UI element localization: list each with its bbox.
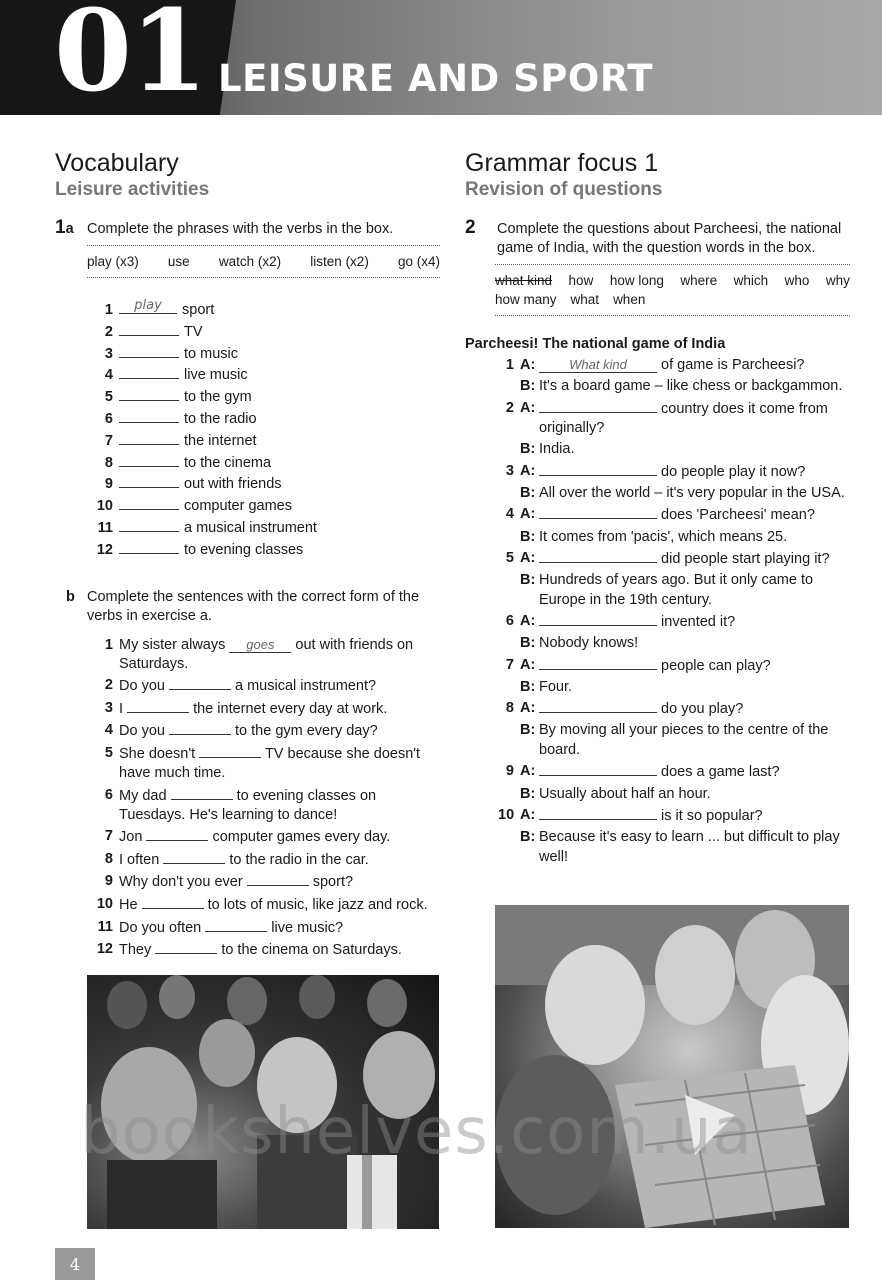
sentence-text — [119, 827, 440, 847]
sentence-text — [119, 676, 440, 696]
sentence-text — [119, 895, 440, 915]
question-line — [465, 549, 850, 570]
item-number: 4 — [505, 506, 514, 523]
sentence-after: computer games every day. — [212, 829, 391, 846]
item-number: 10 — [498, 806, 515, 823]
item-number: 7 — [104, 432, 113, 449]
speaker-a: A: — [520, 806, 536, 823]
phrase-item — [95, 474, 440, 496]
watermark: bookshelves.com.ua — [80, 1095, 753, 1169]
answer-blank[interactable] — [539, 612, 657, 626]
item-number: 8 — [505, 700, 514, 717]
speaker-b: B: — [520, 528, 536, 545]
answer-blank[interactable] — [163, 850, 225, 864]
speaker-b: B: — [520, 635, 536, 652]
item-number: 9 — [104, 476, 113, 493]
item-number: 12 — [96, 541, 113, 558]
phrase-text: computer games — [184, 498, 292, 515]
question-rest: country does it come from originally? — [539, 400, 828, 437]
box-word: play (x3) — [87, 254, 139, 269]
answer-line — [465, 785, 850, 805]
item-number: 1 — [104, 636, 113, 653]
speaker-b: B: — [520, 441, 536, 458]
sentence-before: My sister always — [119, 636, 226, 653]
sentence-item — [95, 786, 440, 825]
answer-text: Usually about half an hour. — [539, 785, 711, 802]
answer-line — [465, 828, 850, 867]
sentence-after: to lots of music, like jazz and rock. — [207, 896, 428, 913]
box-word: which — [733, 273, 769, 288]
parcheesi-players-photo — [495, 905, 849, 1228]
box-word: what kind — [495, 273, 553, 288]
box-word: how long — [609, 273, 664, 288]
answer-line — [465, 440, 850, 460]
sentence-item — [95, 676, 440, 696]
answer-blank[interactable] — [155, 940, 217, 954]
sentence-before: Do you often — [119, 919, 202, 936]
phrase-item — [95, 496, 440, 518]
answer-line — [465, 377, 850, 397]
box-word: when — [613, 292, 646, 307]
sentence-before: They — [119, 942, 152, 959]
sentence-before: She doesn't — [119, 745, 196, 762]
item-number: 6 — [104, 786, 113, 803]
sentence-after: to the cinema on Saturdays. — [221, 942, 402, 959]
sentence-item — [95, 827, 440, 847]
answer-blank[interactable] — [127, 699, 189, 713]
question-line — [465, 505, 850, 526]
question-rest: of game is Parcheesi? — [661, 357, 805, 373]
question-line — [465, 399, 850, 439]
answer-text: India. — [539, 441, 575, 458]
box-word: listen (x2) — [310, 254, 369, 269]
question-text — [539, 399, 850, 439]
phrase-text: sport — [182, 302, 215, 318]
answer-blank[interactable] — [205, 918, 267, 932]
question-word-box — [495, 264, 850, 316]
speaker-b: B: — [520, 785, 536, 802]
sentence-before: Why don't you ever — [119, 874, 243, 891]
answer-blank[interactable] — [539, 399, 657, 413]
sentence-text — [119, 872, 440, 892]
speaker-a: A: — [520, 656, 536, 673]
speaker-a: A: — [520, 399, 536, 416]
answer-blank[interactable] — [119, 431, 179, 445]
phrase-text: to the cinema — [184, 454, 272, 471]
question-line — [465, 656, 850, 677]
box-word: why — [825, 273, 850, 288]
answer-blank[interactable] — [169, 721, 231, 735]
reading-title: Parcheesi! The national game of India — [465, 336, 726, 352]
sentence-after: a musical instrument? — [235, 678, 377, 695]
speaker-a: A: — [520, 506, 536, 523]
answer-line — [465, 571, 850, 610]
answer-text: Hundreds of years ago. But it only came to Europe in the 19th century. — [539, 572, 814, 608]
exercise-number: 2 — [465, 217, 476, 238]
answer-blank[interactable] — [119, 344, 179, 358]
item-number: 3 — [104, 345, 113, 362]
phrase-text: out with friends — [184, 476, 282, 493]
speaker-b: B: — [520, 572, 536, 589]
question-rest: does a game last? — [661, 764, 780, 781]
sentence-after: live music? — [271, 919, 344, 936]
question-rest: people can play? — [661, 657, 771, 674]
item-number: 6 — [104, 410, 113, 427]
question-line — [465, 612, 850, 633]
answer-blank[interactable] — [539, 656, 657, 670]
exercise-letter: b — [66, 588, 75, 605]
speaker-b: B: — [520, 484, 536, 501]
exercise-2-instruction: 2 Complete the questions about Parcheesi, the national game of India, with the question words in the box. — [465, 217, 842, 256]
question-text — [539, 505, 850, 526]
answer-blank[interactable] — [539, 505, 657, 519]
answer-blank[interactable] — [146, 827, 208, 841]
item-number: 4 — [104, 722, 113, 739]
item-number: 2 — [104, 323, 113, 340]
speaker-a: A: — [520, 700, 536, 717]
item-number: 11 — [97, 918, 113, 935]
answer-text: It comes from 'pacis', which means 25. — [539, 528, 788, 545]
sentence-text — [119, 918, 440, 938]
answer-blank[interactable] — [142, 895, 204, 909]
question-rest: invented it? — [661, 613, 736, 630]
phrase-item — [95, 540, 440, 562]
item-number: 3 — [104, 699, 113, 716]
sentence-item — [95, 872, 440, 892]
sentence-before: I — [119, 700, 124, 717]
sentence-before: I often — [119, 851, 160, 868]
speaker-b: B: — [520, 722, 536, 739]
item-number: 10 — [96, 895, 113, 912]
speaker-a: A: — [520, 462, 536, 479]
sentence-after: TV because she doesn't have much time. — [119, 745, 421, 781]
sentence-before: Do you — [119, 678, 165, 695]
question-line — [465, 356, 850, 376]
answer-blank[interactable] — [119, 365, 179, 379]
answer-text: By moving all your pieces to the centre of the board. — [539, 722, 829, 758]
sentence-before: He — [119, 896, 138, 913]
sentence-item — [95, 895, 440, 915]
sentence-text — [119, 721, 440, 741]
answer-line — [465, 721, 850, 760]
answer-blank[interactable] — [119, 474, 179, 488]
answer-blank[interactable]: play — [119, 300, 177, 314]
answer-blank[interactable] — [171, 786, 233, 800]
sentence-item — [95, 744, 440, 783]
phrase-text: TV — [184, 323, 203, 340]
question-rest: did people start playing it? — [661, 550, 830, 567]
item-number: 9 — [505, 763, 514, 780]
answer-blank[interactable] — [119, 453, 179, 467]
phrase-text: to evening classes — [184, 541, 304, 558]
item-number: 8 — [104, 850, 113, 867]
answer-text: Nobody knows! — [539, 635, 639, 652]
item-number: 8 — [104, 454, 113, 471]
answer-line — [465, 678, 850, 698]
question-rest: do people play it now? — [661, 463, 806, 480]
answer-blank[interactable]: What kind — [539, 359, 657, 373]
answer-blank[interactable] — [119, 409, 179, 423]
unit-number: 01 — [54, 0, 206, 117]
sentence-after: to the gym every day? — [235, 723, 378, 740]
game-photo-illustration — [495, 905, 849, 1228]
answer-blank[interactable]: goes — [229, 639, 291, 653]
phrase-item — [95, 344, 440, 366]
box-word: where — [680, 273, 718, 288]
verb-box — [87, 245, 440, 278]
speaker-a: A: — [520, 612, 536, 629]
phrase-item — [95, 365, 440, 387]
answer-blank[interactable] — [119, 387, 179, 401]
sentence-after: sport? — [312, 874, 354, 891]
phrase-text: live music — [184, 367, 248, 384]
item-number: 2 — [505, 399, 514, 416]
item-number: 11 — [97, 519, 113, 536]
speaker-b: B: — [520, 378, 536, 395]
sentence-item — [95, 699, 440, 719]
question-text — [539, 356, 850, 376]
question-text — [539, 656, 850, 677]
sentence-before: Jon — [119, 829, 143, 846]
answer-blank[interactable] — [539, 806, 657, 820]
answer-blank[interactable] — [539, 699, 657, 713]
question-line — [465, 762, 850, 783]
phrase-item — [95, 409, 440, 431]
sentence-text — [119, 699, 440, 719]
phrase-item — [95, 300, 440, 322]
sentence-after: the internet every day at work. — [193, 700, 388, 717]
item-number: 6 — [505, 612, 514, 629]
phrase-text: the internet — [184, 432, 257, 449]
dialogue-list — [465, 356, 850, 867]
grammar-title: Grammar focus 1 — [465, 149, 659, 177]
answer-line — [465, 484, 850, 504]
phrase-text: a musical instrument — [184, 519, 317, 536]
speaker-a: A: — [520, 549, 536, 566]
answer-blank[interactable] — [539, 549, 657, 563]
box-word: use — [167, 254, 190, 269]
sentence-list — [95, 636, 440, 961]
item-number: 2 — [104, 677, 113, 694]
phrase-list — [95, 300, 440, 562]
page-number: 4 — [55, 1248, 95, 1280]
speaker-a: A: — [520, 763, 536, 780]
answer-blank[interactable] — [119, 540, 179, 554]
answer-line — [465, 528, 850, 548]
box-word: who — [784, 273, 810, 288]
answer-blank[interactable] — [539, 462, 657, 476]
sentence-before: Do you — [119, 723, 165, 740]
sentence-text — [119, 786, 440, 825]
vocabulary-title: Vocabulary — [55, 149, 179, 177]
answer-blank[interactable] — [119, 322, 179, 336]
sentence-item — [95, 636, 440, 674]
item-number: 5 — [104, 744, 113, 761]
question-rest: does 'Parcheesi' mean? — [661, 507, 815, 524]
answer-blank[interactable] — [539, 762, 657, 776]
item-number: 12 — [96, 941, 113, 958]
vocabulary-subtitle: Leisure activities — [55, 179, 210, 200]
speaker-b: B: — [520, 829, 536, 846]
answer-blank[interactable] — [199, 744, 261, 758]
sentence-after: out with friends on Saturdays. — [119, 636, 414, 672]
question-rest: is it so popular? — [661, 807, 763, 824]
answer-blank[interactable] — [119, 518, 179, 532]
answer-line — [465, 634, 850, 654]
sentence-text — [119, 850, 440, 870]
question-line — [465, 699, 850, 720]
item-number: 5 — [104, 389, 113, 406]
item-number: 1 — [505, 357, 514, 373]
phrase-text: to the gym — [184, 389, 252, 406]
sentence-after: to evening classes on Tuesdays. He's learning to dance! — [119, 787, 377, 823]
box-word: what — [570, 292, 600, 307]
exercise-1b-instruction: b Complete the sentences with the correct form of the verbs in exercise a. — [66, 588, 420, 624]
item-number: 5 — [505, 549, 514, 566]
phrase-item — [95, 322, 440, 344]
question-text — [539, 549, 850, 570]
sentence-item — [95, 918, 440, 938]
question-text — [539, 462, 850, 483]
box-word: watch (x2) — [218, 254, 282, 269]
question-text — [539, 699, 850, 720]
question-text — [539, 612, 850, 633]
phrase-item — [95, 431, 440, 453]
unit-title: LEISURE AND SPORT — [218, 57, 653, 100]
question-text — [539, 762, 850, 783]
exercise-number: 1a — [55, 217, 74, 238]
vocabulary-column — [55, 148, 440, 963]
answer-blank[interactable] — [119, 496, 179, 510]
sentence-text — [119, 636, 440, 674]
item-number: 7 — [104, 828, 113, 845]
answer-text: It's a board game – like chess or backgammon. — [539, 378, 843, 395]
answer-text: Because it's easy to learn ... but difficult to play well! — [539, 829, 840, 865]
item-number: 10 — [96, 498, 113, 515]
speaker-b: B: — [520, 678, 536, 695]
phrase-text: to the radio — [184, 410, 257, 427]
sentence-text — [119, 744, 440, 783]
grammar-subtitle: Revision of questions — [465, 179, 663, 200]
sentence-before: My dad — [119, 787, 167, 804]
box-word: how many — [495, 292, 557, 307]
grammar-column — [465, 148, 850, 869]
sentence-item — [95, 850, 440, 870]
phrase-item — [95, 518, 440, 540]
exercise-1a-instruction: 1a Complete the phrases with the verbs in the box. — [55, 217, 394, 238]
phrase-text: to music — [184, 345, 238, 362]
box-word: how — [568, 273, 594, 288]
answer-blank[interactable] — [247, 872, 309, 886]
sentence-after: to the radio in the car. — [229, 851, 369, 868]
answer-blank[interactable] — [169, 676, 231, 690]
item-number: 3 — [505, 462, 514, 479]
answer-text: All over the world – it's very popular in the USA. — [539, 484, 845, 501]
question-rest: do you play? — [661, 701, 744, 718]
speaker-a: A: — [520, 357, 536, 373]
phrase-item — [95, 387, 440, 409]
sentence-item — [95, 721, 440, 741]
item-number: 9 — [104, 873, 113, 890]
answer-text: Four. — [539, 678, 573, 695]
sentence-text — [119, 940, 440, 960]
item-number: 1 — [104, 302, 113, 318]
phrase-item — [95, 453, 440, 475]
item-number: 4 — [104, 367, 113, 384]
question-line — [465, 806, 850, 827]
sentence-item — [95, 940, 440, 960]
item-number: 7 — [505, 656, 514, 673]
question-line — [465, 462, 850, 483]
question-text — [539, 806, 850, 827]
box-word: go (x4) — [397, 254, 440, 269]
